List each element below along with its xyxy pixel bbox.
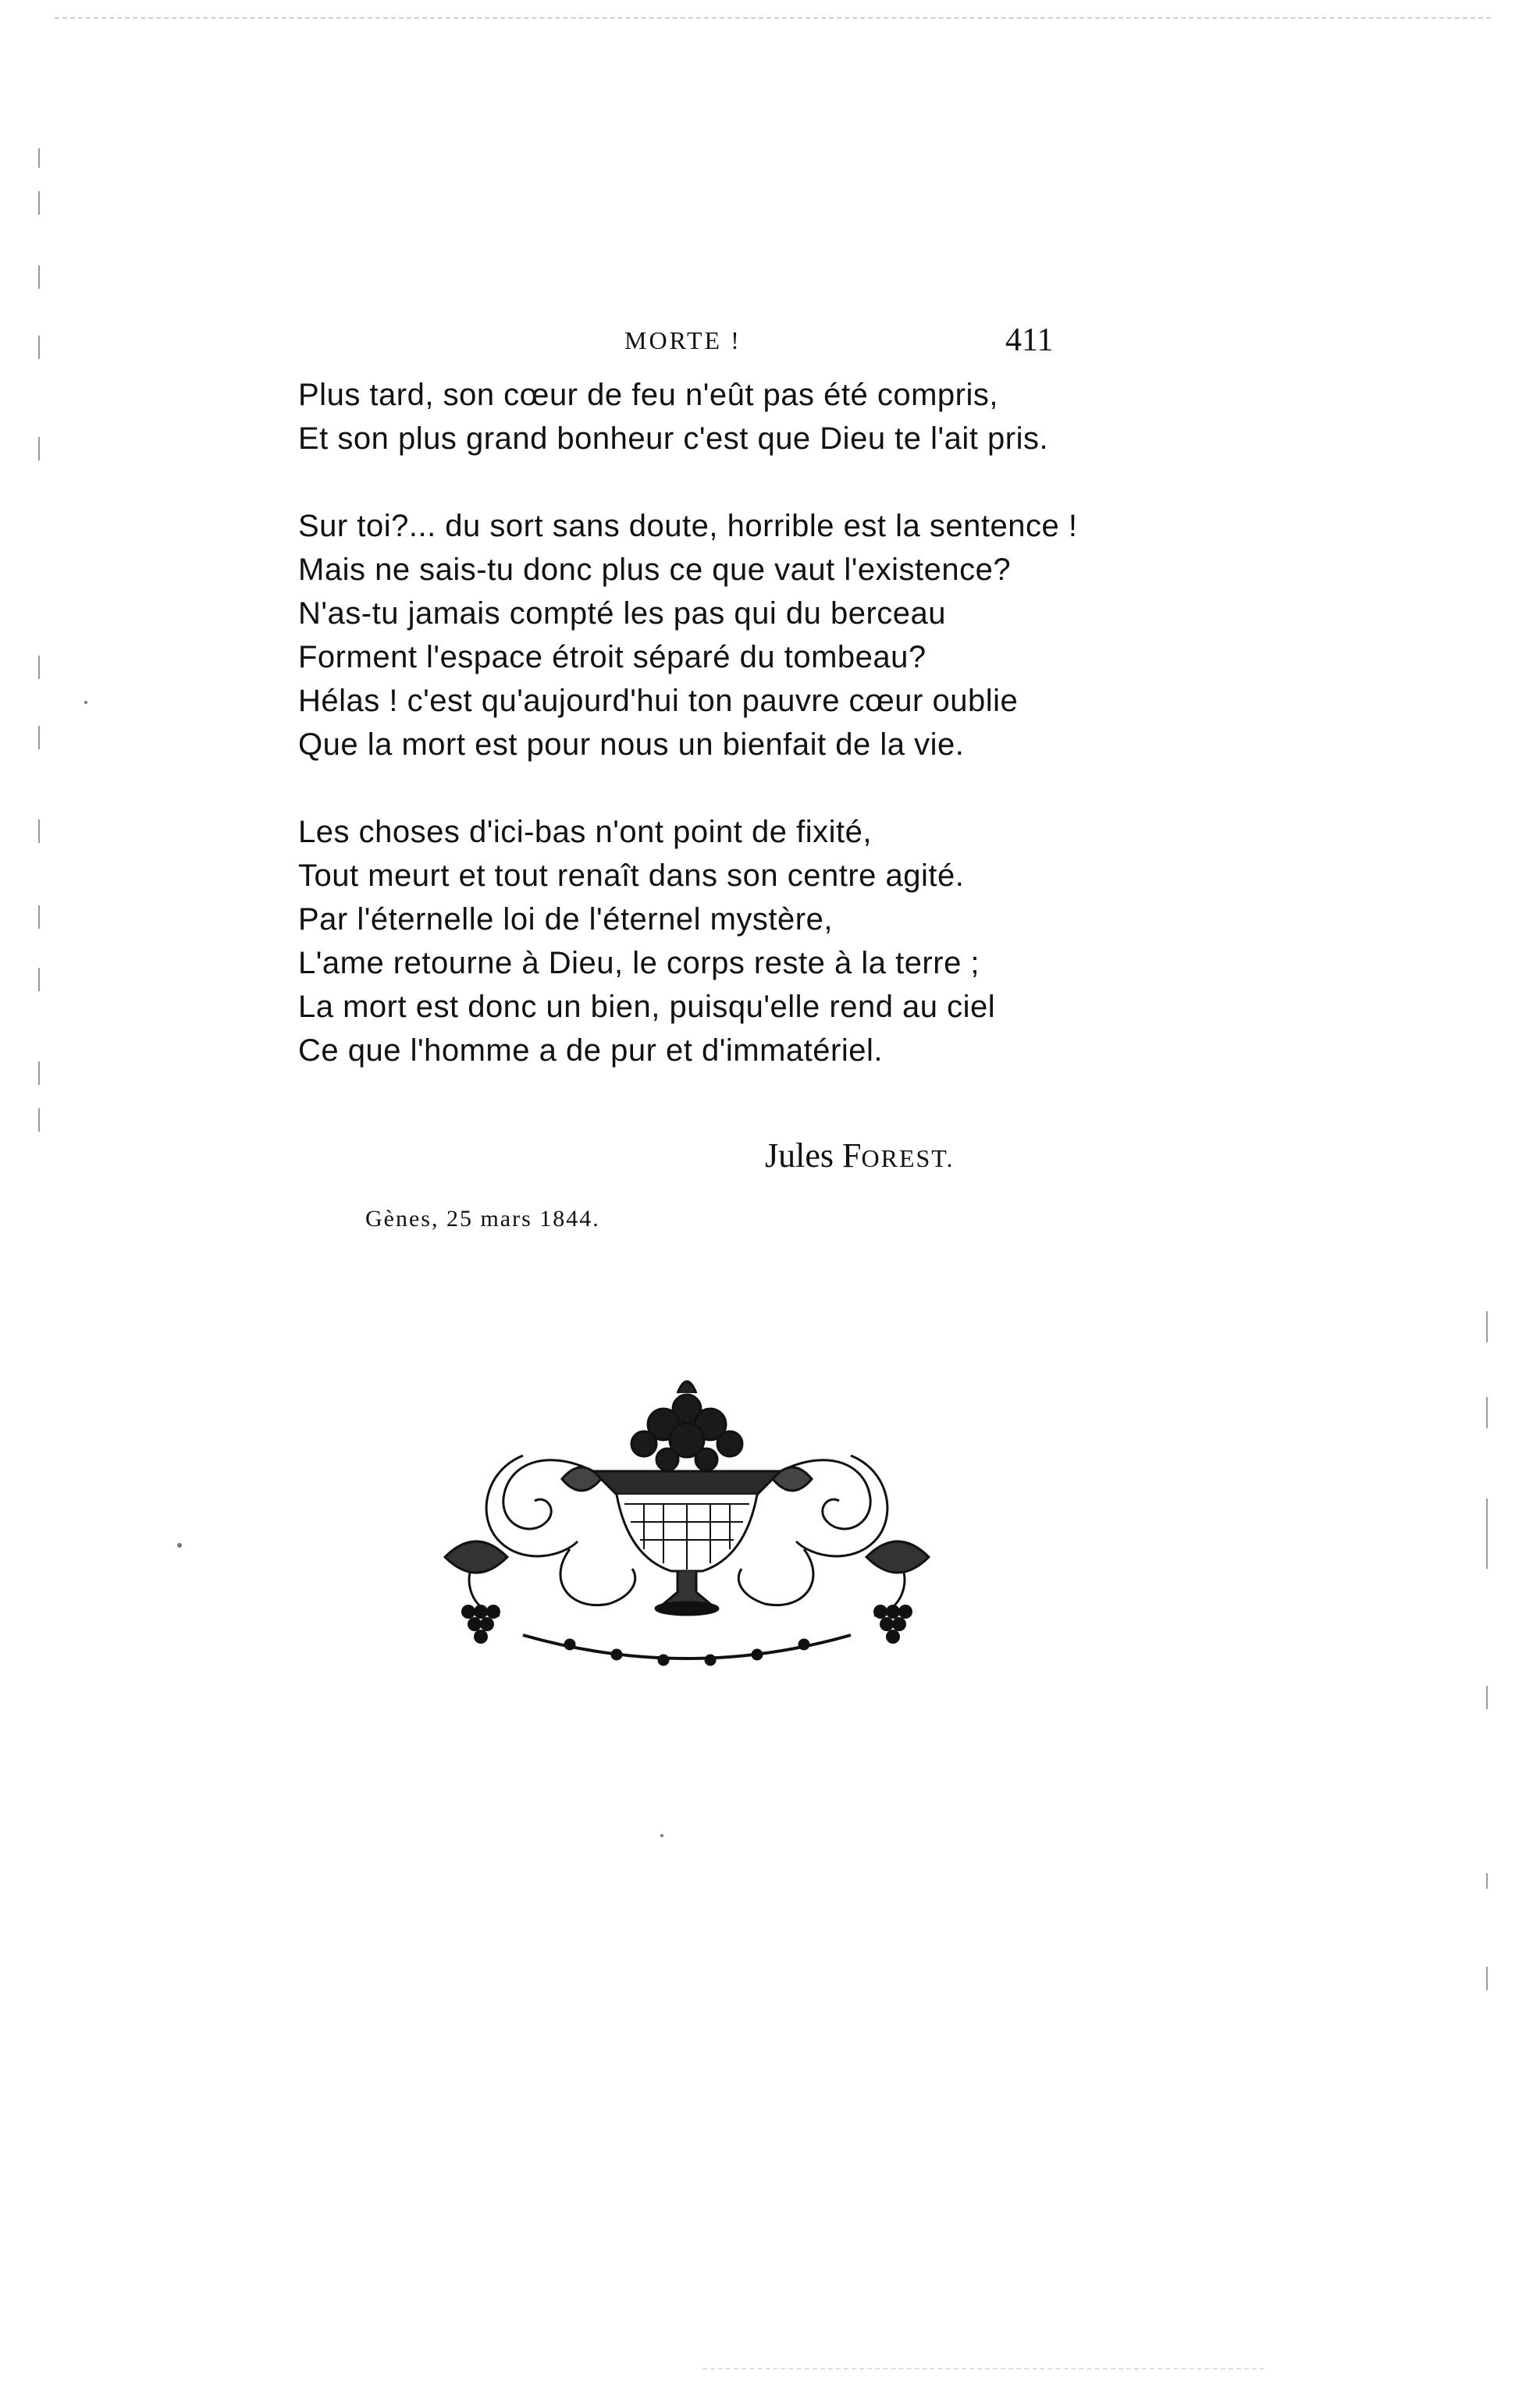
author-last-name-rest: OREST. xyxy=(861,1144,955,1172)
fruit-cluster xyxy=(631,1381,742,1470)
stanza-1 xyxy=(298,373,1157,460)
author-signature xyxy=(765,1136,954,1175)
author-last-name-initial: F xyxy=(842,1136,862,1175)
poem-line: Hélas ! c'est qu'aujourd'hui ton pauvre cœur oublie xyxy=(298,684,1019,718)
bottom-scan-edge xyxy=(702,2368,1264,2370)
poem-line: Et son plus grand bonheur c'est que Dieu te l'ait pris. xyxy=(298,421,1049,456)
poem-line: Mais ne sais-tu donc plus ce que vaut l'existence? xyxy=(298,553,1012,587)
page-number: 411 xyxy=(1005,322,1054,358)
place-and-date: Gènes, 25 mars 1844. xyxy=(365,1206,600,1232)
author-first-name: Jules xyxy=(765,1136,834,1175)
poem-line: Par l'éternelle loi de l'éternel mystère, xyxy=(298,902,833,937)
poem-line: Plus tard, son cœur de feu n'eût pas été compris, xyxy=(298,378,998,412)
poem-line: Forment l'espace étroit séparé du tombeau? xyxy=(298,640,926,674)
running-title: MORTE ! xyxy=(624,326,742,354)
stanza-3 xyxy=(298,810,1157,1072)
top-scan-edge xyxy=(55,17,1491,19)
poem-line: Les choses d'ici-bas n'ont point de fixité, xyxy=(298,815,872,849)
poem-line: Sur toi?... du sort sans doute, horrible est la sentence ! xyxy=(298,509,1078,543)
vase-ornament-icon xyxy=(429,1362,944,1674)
poem-line: Tout meurt et tout renaît dans son centre agité. xyxy=(298,859,965,893)
page-header xyxy=(0,322,1540,373)
poem-line: N'as-tu jamais compté les pas qui du berceau xyxy=(298,596,947,631)
poem-line: Ce que l'homme a de pur et d'immatériel. xyxy=(298,1033,883,1068)
poem-line: L'ame retourne à Dieu, le corps reste à la terre ; xyxy=(298,946,980,980)
stanza-2 xyxy=(298,504,1157,766)
poem-line: La mort est donc un bien, puisqu'elle rend au ciel xyxy=(298,990,996,1024)
poem xyxy=(298,373,1157,1072)
poem-line: Que la mort est pour nous un bienfait de la vie. xyxy=(298,727,965,762)
